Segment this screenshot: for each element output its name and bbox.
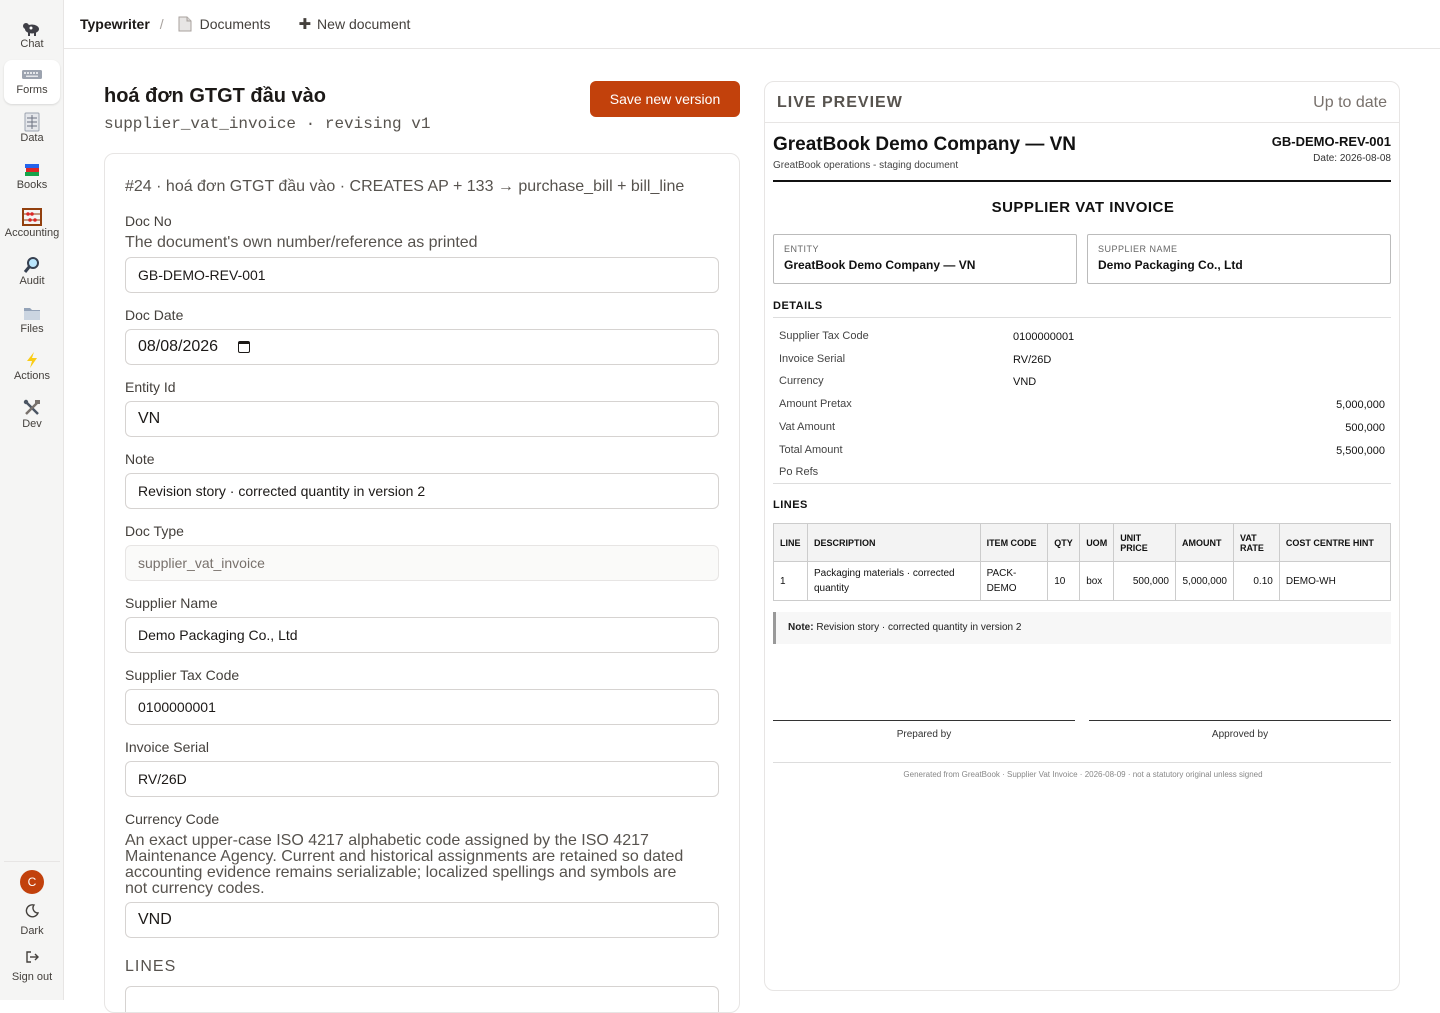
details-row [773, 370, 1391, 393]
invoice-footer: Generated from GreatBook · Supplier Vat Invoice · 2026-08-09 · not a statutory original unless signed [903, 770, 1263, 779]
sidebar-item-label: Audit [19, 275, 45, 287]
supplier-name-value: Demo Packaging Co., Ltd [138, 627, 298, 643]
page-subtitle: supplier_vat_invoice · revising v1 [104, 115, 431, 133]
details-row-value: 5,000,000 [1336, 399, 1385, 412]
currency-code-label: Currency Code [125, 811, 220, 827]
keyboard-icon [21, 64, 43, 84]
spreadsheet-icon [21, 112, 43, 132]
doc-date-label: Doc Date [125, 307, 184, 323]
table-cell: Packaging materials · corrected quantity [807, 562, 980, 601]
supplier-box-value: Demo Packaging Co., Ltd [1098, 258, 1243, 272]
details-row [773, 325, 1391, 348]
details-row [773, 393, 1391, 416]
approved-by-label: Approved by [1211, 729, 1269, 740]
details-row [773, 416, 1391, 439]
lines-table-body [774, 562, 1391, 601]
lines-column-header: ITEM CODE [980, 524, 1048, 562]
sidebar-item-books[interactable] [4, 155, 60, 199]
supplier-tax-code-label: Supplier Tax Code [125, 667, 240, 683]
preview-divider [765, 122, 1400, 123]
doc-type-input [125, 545, 719, 581]
details-row-label: Invoice Serial [779, 352, 846, 365]
note-value: Revision story · corrected quantity in version 2 [138, 483, 426, 499]
prepared-by-line [773, 720, 1075, 721]
sidebar [0, 0, 64, 1000]
sidebar-item-accounting[interactable] [4, 203, 60, 247]
doc-no-label: Doc No [125, 213, 172, 229]
table-cell: 1 [774, 562, 808, 601]
table-cell: 500,000 [1114, 562, 1176, 601]
approved-by-line [1089, 720, 1391, 721]
details-row-label: Amount Pretax [779, 398, 852, 411]
lines-column-header: QTY [1048, 524, 1080, 562]
lines-column-header: VAT RATE [1233, 524, 1279, 562]
table-cell: 0.10 [1233, 562, 1279, 601]
details-row-value: 500,000 [1345, 421, 1385, 434]
supplier-tax-code-value: 0100000001 [138, 699, 216, 715]
plus-icon: ✚ [298, 16, 312, 33]
sidebar-item-chat[interactable] [4, 14, 60, 58]
sign-out-icon [25, 950, 39, 969]
sidebar-item-label: Chat [20, 38, 44, 50]
lines-preview-heading: LINES [773, 499, 808, 511]
save-new-version-button[interactable]: Save new version [590, 81, 740, 117]
entity-id-label: Entity Id [125, 379, 176, 395]
supplier-name-label: Supplier Name [125, 595, 218, 611]
app-name[interactable]: Typewriter [80, 16, 150, 32]
entity-id-input[interactable] [125, 401, 719, 437]
currency-code-description: An exact upper-case ISO 4217 alphabetic code assigned by the ISO 4217 Maintenance Agency. Current and historical assignments are retained so dated accounting evidence remains serializable; localized spellings and symbols are not currency codes. [125, 832, 684, 897]
documents-link[interactable] [178, 16, 271, 32]
avatar[interactable]: C [20, 870, 44, 894]
note-box [773, 612, 1391, 644]
entity-box-value: GreatBook Demo Company — VN [784, 258, 976, 272]
note-box-text: Revision story · corrected quantity in version 2 [816, 622, 1022, 633]
lines-column-header: LINE [774, 524, 808, 562]
sidebar-item-label: Forms [16, 84, 48, 96]
note-box-label: Note: [788, 622, 814, 633]
details-row-value: 0100000001 [1013, 331, 1075, 343]
sidebar-item-data[interactable] [4, 108, 60, 152]
invoice-serial-value: RV/26D [138, 771, 187, 787]
document-icon [178, 16, 192, 32]
form-heading: #24 · hoá đơn GTGT đầu vào · CREATES AP + 133 → purchase_bill + bill_line [125, 178, 685, 195]
sidebar-item-dev[interactable] [4, 394, 60, 438]
currency-code-input[interactable] [125, 902, 719, 938]
lines-column-header: UNIT PRICE [1114, 524, 1176, 562]
lines-table-header [774, 524, 1391, 562]
details-row-value: RV/26D [1013, 353, 1052, 366]
sidebar-item-files[interactable] [4, 299, 60, 343]
prepared-by-label: Prepared by [896, 729, 952, 740]
invoice-serial-label: Invoice Serial [125, 739, 210, 755]
note-label: Note [125, 451, 155, 467]
details-end-rule [773, 483, 1391, 484]
tools-icon [21, 398, 43, 418]
table-cell: 10 [1048, 562, 1080, 601]
supplier-box-label: SUPPLIER NAME [1098, 244, 1178, 254]
details-rule [773, 317, 1391, 318]
documents-link-label: Documents [199, 16, 271, 32]
moon-icon [25, 904, 39, 923]
supplier-box [1087, 234, 1391, 284]
doc-no-description: The document's own number/reference as printed [125, 234, 478, 251]
abacus-icon [21, 207, 43, 227]
sidebar-item-label: Dev [22, 418, 42, 430]
lines-heading: LINES [125, 958, 177, 975]
sidebar-item-actions[interactable] [4, 346, 60, 390]
preview-status: Up to date [1313, 94, 1387, 111]
details-heading: DETAILS [773, 300, 823, 312]
invoice-serial-input[interactable] [125, 761, 719, 797]
doc-type-label: Doc Type [125, 523, 184, 539]
details-row [773, 461, 1391, 484]
sidebar-item-label: Accounting [4, 227, 60, 239]
sign-out-label: Sign out [11, 971, 53, 983]
doc-no-input[interactable] [125, 257, 719, 293]
details-row-label: Po Refs [779, 466, 819, 479]
details-row-value: VND [1013, 376, 1037, 389]
details-row-value: 5,500,000 [1336, 444, 1385, 457]
details-row [773, 348, 1391, 371]
table-cell: PACK-DEMO [980, 562, 1048, 601]
calendar-icon[interactable] [238, 341, 250, 353]
lines-table [773, 523, 1391, 601]
details-row-label: Vat Amount [779, 420, 836, 433]
table-cell: DEMO-WH [1279, 562, 1390, 601]
details-row-label: Currency [779, 375, 824, 388]
lines-column-header: COST CENTRE HINT [1279, 524, 1390, 562]
form-card [104, 153, 740, 1013]
live-preview-panel [764, 81, 1400, 991]
page-title: hoá đơn GTGT đầu vào [104, 85, 327, 107]
invoice-date: Date: 2026-08-08 [1313, 153, 1391, 164]
lines-column-header: DESCRIPTION [807, 524, 980, 562]
sidebar-divider [4, 861, 60, 862]
invoice-title: SUPPLIER VAT INVOICE [991, 199, 1175, 216]
breadcrumb [64, 0, 1440, 49]
sidebar-item-label: Books [16, 179, 48, 191]
sidebar-item-label: Actions [13, 370, 51, 382]
books-icon [21, 159, 43, 179]
doc-no-value: GB-DEMO-REV-001 [138, 267, 266, 283]
lines-column-header: UOM [1080, 524, 1114, 562]
footer-rule [773, 762, 1391, 763]
dark-mode-label: Dark [20, 925, 44, 937]
invoice-company: GreatBook Demo Company — VN [773, 134, 1076, 155]
entity-id-value: VN [138, 410, 161, 427]
table-cell: box [1080, 562, 1114, 601]
cow-icon [21, 18, 43, 38]
entity-box-label: ENTITY [784, 244, 820, 254]
lines-column-header: AMOUNT [1176, 524, 1234, 562]
new-document-label: New document [317, 16, 411, 32]
sidebar-item-label: Files [20, 323, 44, 335]
invoice-tagline: GreatBook operations - staging document [773, 160, 959, 171]
table-cell: 5,000,000 [1176, 562, 1234, 601]
details-row [773, 439, 1391, 462]
supplier-tax-code-input[interactable] [125, 689, 719, 725]
folder-icon [21, 303, 43, 323]
details-row-label: Supplier Tax Code [779, 330, 869, 342]
magnifier-icon [21, 255, 43, 275]
doc-date-value: 08/08/2026 [138, 338, 219, 355]
doc-date-input[interactable] [125, 329, 719, 365]
table-row [774, 562, 1391, 601]
sidebar-item-label: Data [20, 132, 44, 144]
dark-mode-toggle[interactable] [4, 904, 60, 937]
live-preview-heading: LIVE PREVIEW [777, 94, 903, 111]
sign-out-button[interactable] [4, 950, 60, 983]
sidebar-item-audit[interactable] [4, 251, 60, 295]
doc-type-value: supplier_vat_invoice [138, 555, 265, 571]
lightning-icon [21, 350, 43, 370]
currency-code-value: VND [138, 911, 172, 928]
breadcrumb-separator: / [159, 16, 164, 32]
invoice-header-rule [773, 180, 1391, 182]
supplier-name-input[interactable] [125, 617, 719, 653]
details-row-label: Total Amount [779, 443, 843, 456]
note-input[interactable] [125, 473, 719, 509]
invoice-number: GB-DEMO-REV-001 [1271, 134, 1391, 149]
new-document-button[interactable] [298, 15, 410, 33]
sidebar-item-forms[interactable] [4, 60, 60, 104]
entity-box [773, 234, 1077, 284]
